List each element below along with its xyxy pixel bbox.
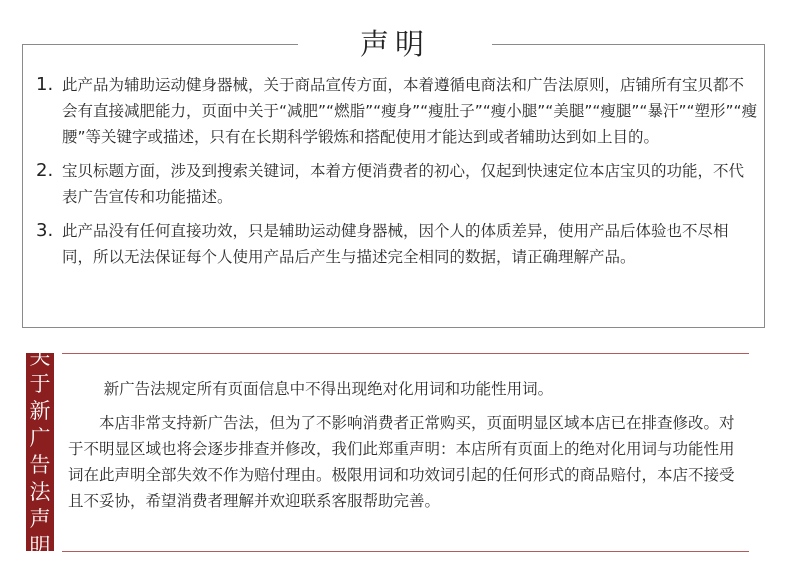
- advertising-law-paragraph: 本店非常支持新广告法，但为了不影响消费者正常购买，页面明显区域本店已在排查修改。对于不明显区域也将会逐步排查并修改，我们此郑重声明：本店所有页面上的绝对化用词与功能性用词在此声明全部失效不作为赔付理由。极限用词和功效词引起的任何形式的商品赔付，本店不接受且不妥协，希望消费者理解并欢迎联系客服帮助完善。: [68, 414, 735, 510]
- advertising-law-badge: 关于新广告法声明: [26, 353, 54, 551]
- advertising-rule-top: [62, 353, 749, 354]
- declaration-item-text: 宝贝标题方面，涉及到搜索关键词，本着方便消费者的初心，仅起到快速定位本店宝贝的功能，不代表广告宣传和功能描述。: [62, 162, 745, 206]
- declaration-item-number: 2.: [36, 160, 54, 181]
- declaration-item-1: [36, 72, 758, 150]
- advertising-rule-bottom: [62, 551, 749, 552]
- declaration-list: [36, 72, 758, 278]
- declaration-item-3: [36, 218, 758, 270]
- declaration-item-number: 3.: [36, 220, 54, 241]
- declaration-item-text: 此产品没有任何直接功效，只是辅助运动健身器械，因个人的体质差异，使用产品后体验也不尽相同，所以无法保证每个人使用产品后产生与描述完全相同的数据，请正确理解产品。: [62, 222, 729, 266]
- declaration-item-text: 此产品为辅助运动健身器械，关于商品宣传方面，本着遵循电商法和广告法原则，店铺所有宝贝都不会有直接减肥能力，页面中关于“减肥”“燃脂”“瘦身”“瘦肚子”“瘦小腿”“美腿”“瘦腿”“暴汗”“塑形”“瘦腰”等关键字或描述，只有在长期科学锻炼和搭配使用才能达到或者辅助达到如上目的。: [62, 76, 758, 146]
- declaration-title: 声明: [359, 27, 430, 61]
- advertising-law-paragraph: 新广告法规定所有页面信息中不得出现绝对化用词和功能性用词。: [103, 380, 554, 398]
- declaration-item-number: 1.: [36, 74, 54, 95]
- advertising-law-body: [68, 376, 748, 520]
- declaration-item-2: [36, 158, 758, 210]
